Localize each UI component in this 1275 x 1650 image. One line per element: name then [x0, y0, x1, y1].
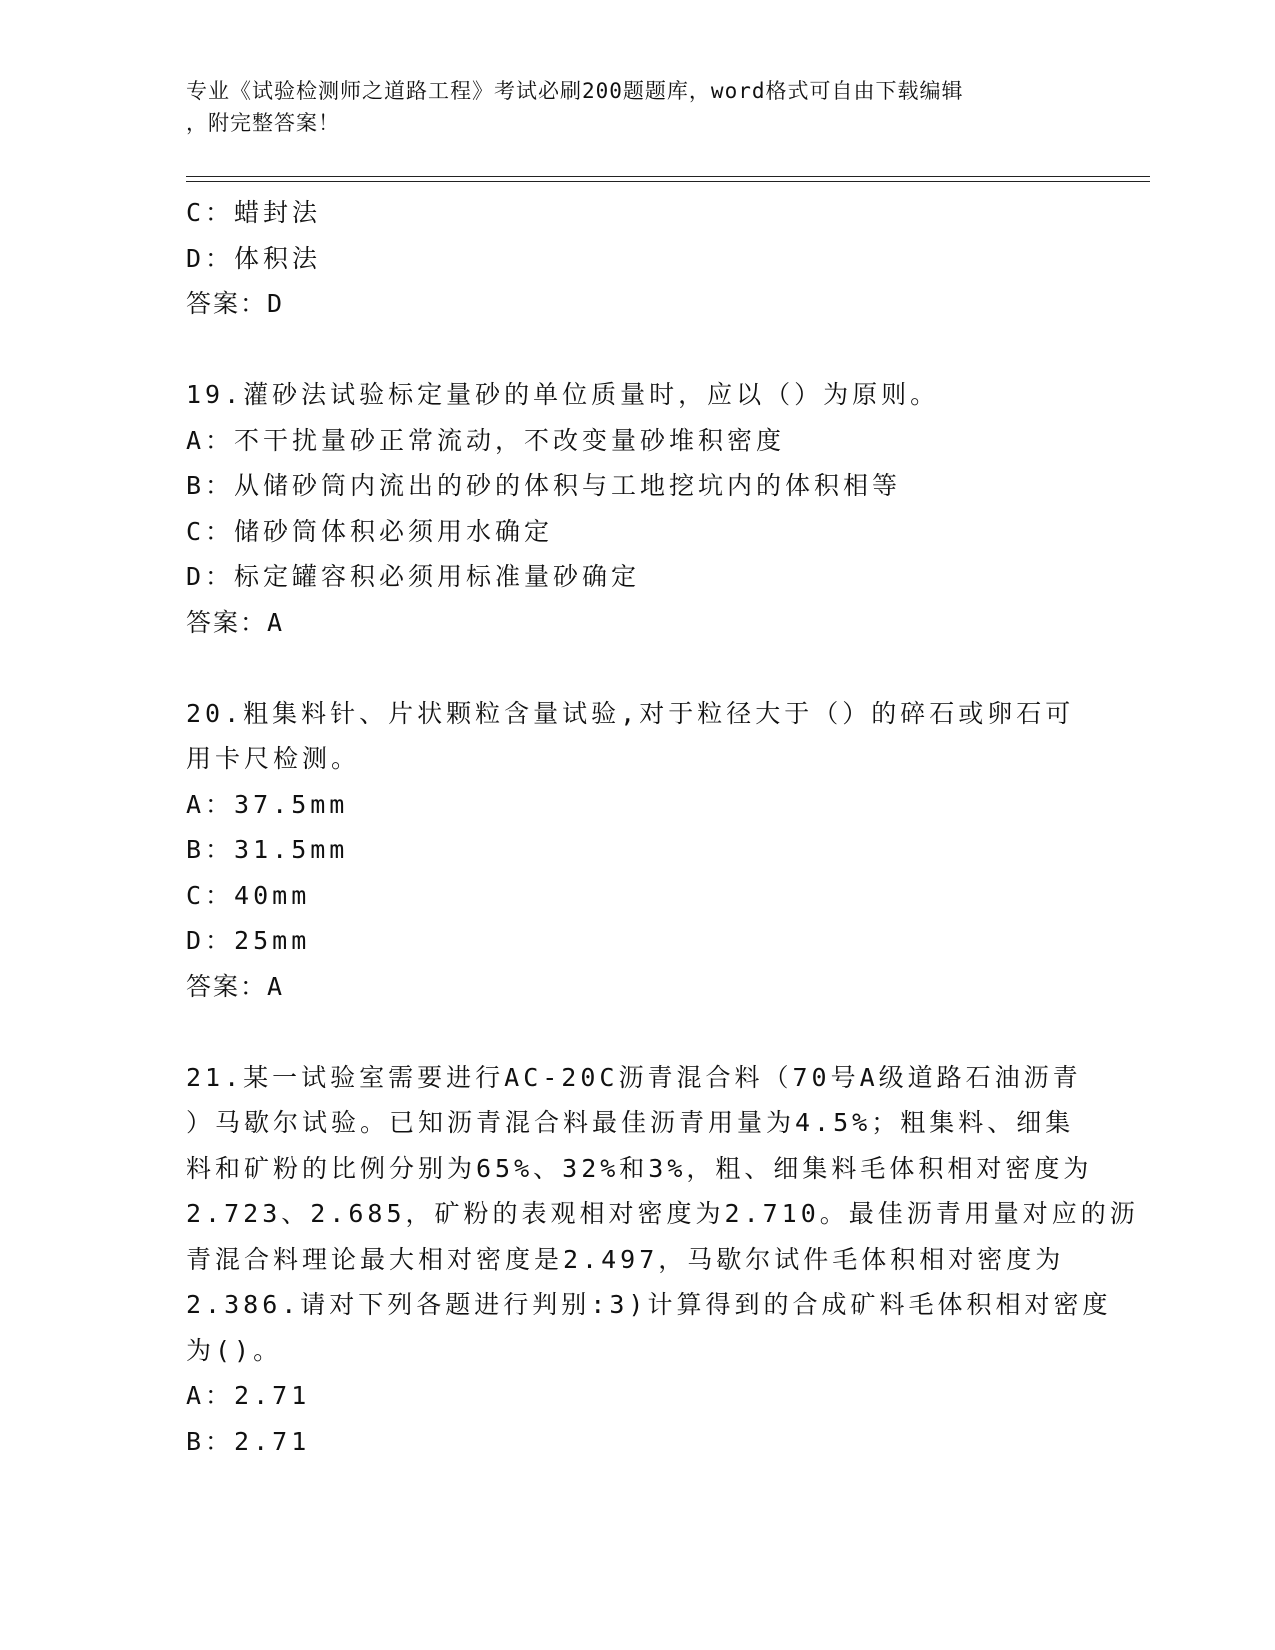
- option-a: A：37.5mm: [186, 789, 349, 819]
- question-stem: 青混合料理论最大相对密度是2.497，马歇尔试件毛体积相对密度为: [186, 1244, 1065, 1274]
- question-stem: 为()。: [186, 1335, 283, 1365]
- spacer: [186, 327, 1086, 373]
- question-19: [186, 372, 1086, 645]
- option-b: B：31.5mm: [186, 835, 349, 864]
- option-d: D：标定罐容积必须用标准量砂确定: [186, 562, 641, 591]
- spacer: [186, 645, 1086, 691]
- question-stem: 用卡尺检测。: [186, 744, 361, 773]
- option-c: C：40mm: [186, 880, 311, 910]
- option-d: D：体积法: [186, 243, 322, 273]
- question-stem: ）马歇尔试验。已知沥青混合料最佳沥青用量为4.5%；粗集料、细集: [186, 1108, 1075, 1137]
- question-list: [186, 190, 1139, 1464]
- question-stem: 2.386.请对下列各题进行判别:3)计算得到的合成矿料毛体积相对密度: [186, 1290, 1112, 1319]
- header-title-line2: ，附完整答案！: [186, 111, 340, 135]
- question-stem: 20.粗集料针、片状颗粒含量试验,对于粒径大于（）的碎石或卵石可: [186, 698, 1075, 728]
- option-b: B：2.71: [186, 1426, 311, 1456]
- answer: 答案：A: [186, 971, 285, 1001]
- question-stem: 19.灌砂法试验标定量砂的单位质量时，应以（）为原则。: [186, 380, 940, 409]
- question-21: [186, 1055, 1139, 1465]
- header-title-line1: 专业《试验检测师之道路工程》考试必刷200题题库，word格式可自由下载编辑: [186, 79, 964, 103]
- question-20: [186, 691, 1086, 1010]
- option-c: C：储砂筒体积必须用水确定: [186, 516, 554, 546]
- answer: 答案：A: [186, 607, 285, 637]
- option-c: C：蜡封法: [186, 198, 322, 227]
- header-divider-bottom: [186, 181, 1150, 182]
- question-stem: 料和矿粉的比例分别为65%、32%和3%，粗、细集料毛体积相对密度为: [186, 1153, 1093, 1183]
- question-18-tail: [186, 190, 1086, 327]
- spacer: [186, 1009, 1086, 1055]
- option-b: B：从储砂筒内流出的砂的体积与工地挖坑内的体积相等: [186, 471, 902, 500]
- header-divider-top: [186, 176, 1150, 177]
- question-stem: 2.723、2.685，矿粉的表观相对密度为2.710。最佳沥青用量对应的沥: [186, 1199, 1139, 1228]
- option-a: A：不干扰量砂正常流动，不改变量砂堆积密度: [186, 425, 786, 455]
- answer: 答案：D: [186, 289, 285, 318]
- question-stem: 21.某一试验室需要进行AC-20C沥青混合料（70号A级道路石油沥青: [186, 1062, 1082, 1092]
- option-d: D：25mm: [186, 926, 311, 955]
- document-header: [186, 75, 1086, 139]
- option-a: A：2.71: [186, 1381, 311, 1410]
